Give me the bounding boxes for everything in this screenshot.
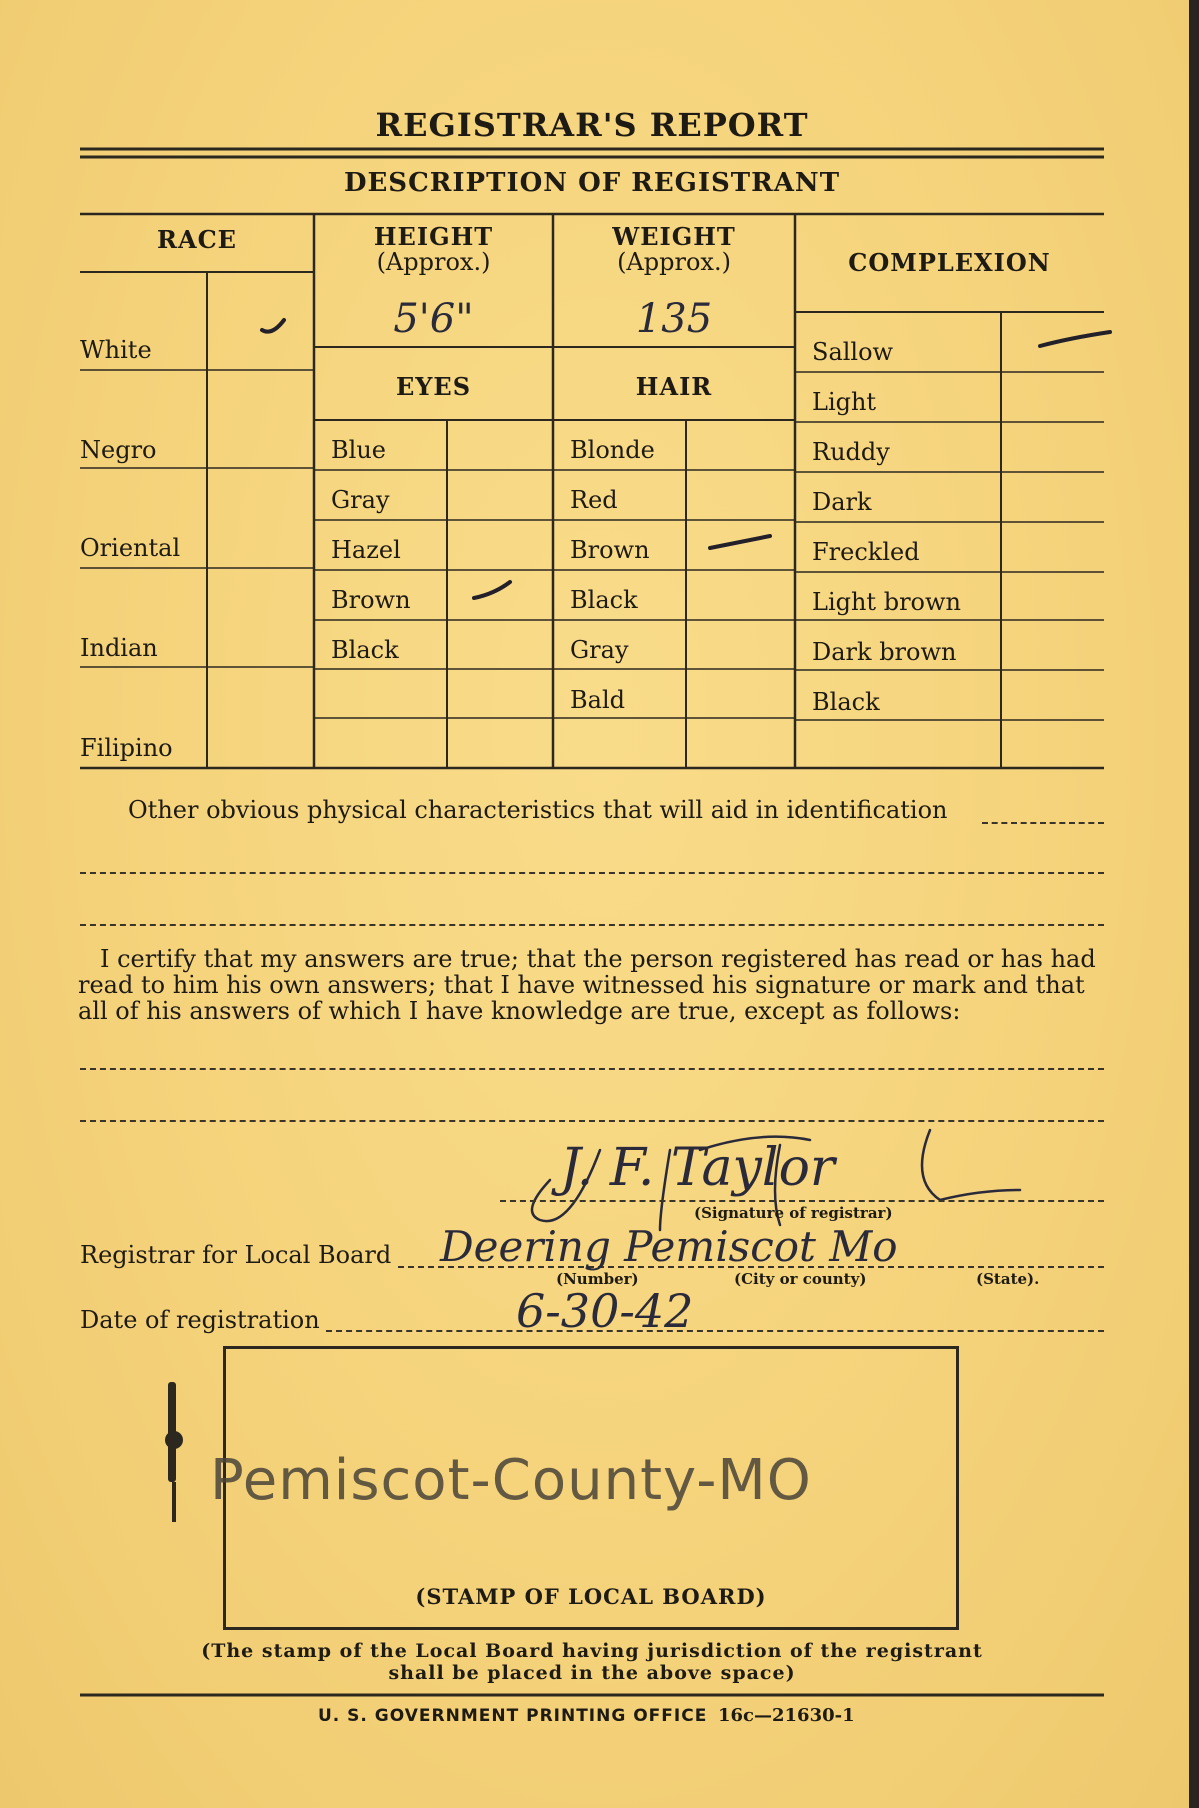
exceptions-line-2 <box>80 1120 1104 1122</box>
race-option-white: White <box>80 336 152 364</box>
form-subtitle: DESCRIPTION OF REGISTRANT <box>343 168 841 198</box>
certify-line-3: all of his answers of which I have knowledge are true, except as follows: <box>78 997 961 1025</box>
registrar-signature: J. F. Taylor <box>560 1138 835 1198</box>
hair-option-black: Black <box>570 586 638 614</box>
certify-line-2: read to him his own answers; that I have witnessed his signature or mark and that <box>78 971 1085 999</box>
signature-line <box>500 1200 1104 1202</box>
check-eyes-brown <box>474 582 510 598</box>
physical-characteristics-label: Other obvious physical characteristics that will aid in identification <box>128 796 948 824</box>
weight-header: WEIGHT <box>612 222 736 251</box>
hair-header: HAIR <box>635 372 713 401</box>
check-hair-brown <box>710 536 770 548</box>
eyes-option-black: Black <box>331 636 399 664</box>
hair-option-red: Red <box>570 486 618 514</box>
weight-subheader: (Approx.) <box>617 248 731 276</box>
eyes-header: EYES <box>395 372 472 401</box>
check-sallow <box>1040 332 1110 346</box>
hair-option-blonde: Blonde <box>570 436 655 464</box>
date-line <box>326 1330 1104 1332</box>
eyes-option-gray: Gray <box>331 486 390 514</box>
height-value: 5'6" <box>393 296 474 342</box>
eyes-option-hazel: Hazel <box>331 536 401 564</box>
complexion-header: COMPLEXION <box>848 248 1051 277</box>
date-label: Date of registration <box>80 1306 320 1334</box>
local-board-value: Deering Pemiscot Mo <box>440 1222 898 1271</box>
check-white <box>262 320 284 332</box>
complexion-option-sallow: Sallow <box>812 338 894 366</box>
local-board-city-caption: (City or county) <box>734 1270 867 1288</box>
stamp-note-line-2: shall be placed in the above space) <box>388 1662 796 1684</box>
hair-option-gray: Gray <box>570 636 629 664</box>
date-value: 6-30-42 <box>516 1284 694 1338</box>
stamp-caption: (STAMP OF LOCAL BOARD) <box>415 1584 767 1609</box>
physical-characteristics-line-3 <box>80 924 1104 926</box>
height-header: HEIGHT <box>373 222 494 251</box>
race-option-negro: Negro <box>80 436 157 464</box>
complexion-option-ruddy: Ruddy <box>812 438 890 466</box>
complexion-option-freckled: Freckled <box>812 538 920 566</box>
complexion-option-dark-brown: Dark brown <box>812 638 957 666</box>
complexion-option-dark: Dark <box>812 488 872 516</box>
local-board-number-caption: (Number) <box>556 1270 639 1288</box>
printer-credit: U. S. GOVERNMENT PRINTING OFFICE <box>318 1706 708 1726</box>
local-board-label: Registrar for Local Board <box>80 1241 392 1269</box>
certify-line-1: I certify that my answers are true; that the person registered has read or has had <box>100 945 1096 973</box>
form-title: REGISTRAR'S REPORT <box>375 106 809 144</box>
complexion-option-light: Light <box>812 388 877 416</box>
hair-option-brown: Brown <box>570 536 650 564</box>
complexion-option-black: Black <box>812 688 880 716</box>
complexion-option-light-brown: Light brown <box>812 588 961 616</box>
local-board-state-caption: (State). <box>976 1270 1040 1288</box>
hair-option-bald: Bald <box>570 686 625 714</box>
signature-caption: (Signature of registrar) <box>694 1204 893 1222</box>
form-number: 16c—21630-1 <box>718 1705 855 1726</box>
race-option-oriental: Oriental <box>80 534 181 562</box>
weight-value: 135 <box>635 296 713 342</box>
physical-characteristics-line-2 <box>80 872 1104 874</box>
stamp-ink-mark <box>165 1382 183 1522</box>
race-option-filipino: Filipino <box>80 734 173 762</box>
local-board-stamp-text: Pemiscot-County-MO <box>210 1448 812 1513</box>
stamp-note-line-1: (The stamp of the Local Board having jurisdiction of the registrant <box>201 1640 983 1662</box>
race-option-indian: Indian <box>80 634 158 662</box>
race-header: RACE <box>157 225 237 254</box>
eyes-option-blue: Blue <box>331 436 386 464</box>
eyes-option-brown: Brown <box>331 586 411 614</box>
height-subheader: (Approx.) <box>376 248 491 276</box>
physical-characteristics-line-1 <box>982 822 1104 824</box>
exceptions-line-1 <box>80 1068 1104 1070</box>
